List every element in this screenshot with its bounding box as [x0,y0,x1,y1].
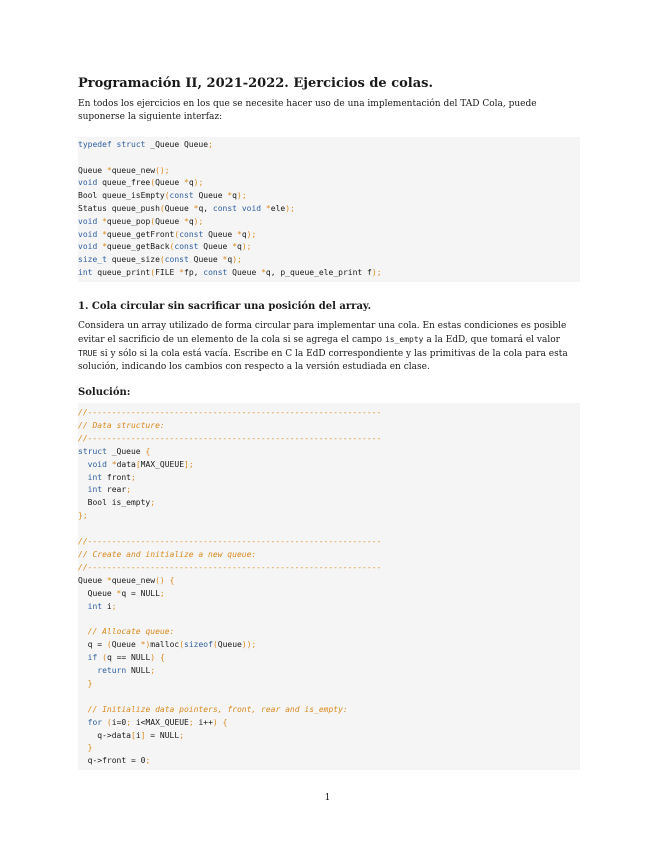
page-title: Programación II, 2021-2022. Ejercicios de colas. [78,76,433,91]
interface-code-line: void queue_free(Queue *q); [78,178,204,188]
solution-code-line: } [87,678,93,688]
solution-code-line: int rear; [87,485,132,495]
exercise-heading: 1. Cola circular sin sacrificar una posición del array. [78,301,372,312]
solution-code-line: q = (Queue *)malloc(sizeof(Queue)); [78,640,257,650]
interface-code-line: Bool queue_isEmpty(const Queue *q); [78,191,247,201]
solution-code-line: for (i=0; i<MAX_QUEUE; i++) { [87,717,228,727]
solution-code-line: //------------------------------------------------------------- [78,433,382,443]
interface-code-line: void *queue_pop(Queue *q); [78,216,204,226]
solution-code-line: //------------------------------------------------------------- [78,537,382,546]
solution-code-line: int front; [87,472,136,482]
solution-code-line: }; [78,511,88,521]
solution-code-line: Queue *q = NULL; [78,588,165,598]
intro-paragraph: En todos los ejercicios en los que se necesite hacer uso de una implementación del TAD Cola, puede suponerse la siguiente interfaz: [78,99,537,122]
solution-code-line: int i; [87,601,117,611]
solution-code-line: // Data structure: [78,420,165,430]
interface-code-line: typedef struct _Queue Queue; [78,140,213,149]
solution-code-line: void *data[MAX_QUEUE]; [87,459,194,469]
interface-code-block [78,137,580,282]
interface-code-line: int queue_print(FILE *fp, const Queue *q, p_queue_ele_print f); [78,268,382,277]
is-empty-field: is_empty [384,335,424,344]
interface-code-line: void *queue_getBack(const Queue *q); [78,242,252,252]
solution-heading: Solución: [78,387,131,398]
true-keyword: TRUE [78,349,98,358]
solution-code-line: q->front = 0; [78,756,151,766]
exercise-text-2: a la EdD, que tomará el valor [423,335,560,345]
solution-code-line: Queue *queue_new() { [78,575,175,585]
solution-code-block [78,403,580,770]
solution-code-line: // Allocate queue: [87,627,175,637]
exercise-text-1: Considera un array utilizado de forma circular para implementar una cola. En estas condiciones es posible evitar el sacrificio de un elemento de la cola si se agrega el campo [78,321,567,345]
interface-code-line: size_t queue_size(const Queue *q); [78,255,242,265]
solution-code-line: // Create and initialize a new queue: [78,549,257,559]
solution-code-line: if (q == NULL) { [87,653,165,663]
interface-code-line: Status queue_push(Queue *q, const void *ele); [78,204,295,213]
page-number: 1 [324,793,331,803]
solution-code-line: struct _Queue { [78,446,151,456]
interface-code-line: Queue *queue_new(); [78,165,170,175]
solution-code-line: // Initialize data pointers, front, rear and is_empty: [87,704,348,714]
solution-code-line: Bool is_empty; [78,498,156,508]
exercise-paragraph [78,320,580,374]
solution-code-line: //------------------------------------------------------------- [78,562,382,572]
solution-code-line: q->data[i] = NULL; [78,730,185,740]
solution-code-line: //------------------------------------------------------------- [78,408,382,417]
solution-code-line: return NULL; [97,666,156,675]
solution-code-line: } [87,743,93,753]
exercise-text-3: si y sólo si la cola está vacía. Escribe en C la EdD correspondiente y las primitivas de la cola para esta solución, indicando los cambios con respecto a la versión estudiada en clase. [78,349,568,372]
interface-code-line: void *queue_getFront(const Queue *q); [78,229,257,239]
